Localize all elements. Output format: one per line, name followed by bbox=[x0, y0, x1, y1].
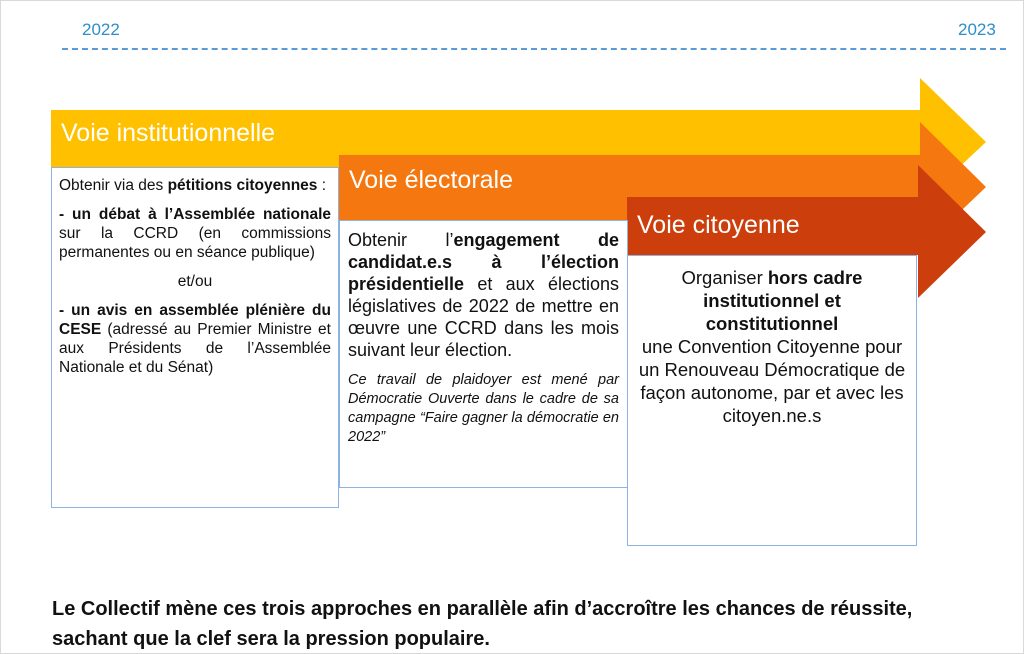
electorale-note: Ce travail de plaidoyer est mené par Démocratie Ouverte dans le cadre de sa campagne “Faire gagner la démocratie en 2022” bbox=[348, 372, 619, 445]
track-box-institutionnelle bbox=[51, 167, 339, 508]
track-title-citoyenne: Voie citoyenne bbox=[637, 211, 800, 239]
timeline-start-year: 2022 bbox=[82, 20, 120, 39]
track-title-institutionnelle: Voie institutionnelle bbox=[61, 119, 276, 147]
institutionnelle-intro: Obtenir via des pétitions citoyennes : bbox=[59, 177, 327, 194]
footer-text: Le Collectif mène ces trois approches en parallèle afin d’accroître les chances de réussite, sachant que la clef sera la pression populaire. bbox=[52, 598, 913, 650]
track-box-electorale bbox=[339, 220, 628, 488]
electorale-text: Obtenir l’engagement de candidat.e.s à l’élection présidentielle et aux élections législatives de 2022 de mettre en œuvre une CCRD dans les mois suivant leur élection. bbox=[348, 230, 619, 360]
track-box-citoyenne bbox=[627, 255, 917, 546]
timeline-end-year: 2023 bbox=[958, 20, 996, 39]
institutionnelle-item-avis: - un avis en assemblée plénière du CESE (adressé au Premier Ministre et aux Présidents de l’Assemblée Nationale et du Sénat) bbox=[59, 302, 331, 376]
track-title-electorale: Voie électorale bbox=[349, 166, 514, 194]
institutionnelle-item-debat: - un débat à l’Assemblée nationale sur la CCRD (en commissions permanentes ou en séance publique) bbox=[59, 206, 331, 261]
citoyenne-text: Organiser hors cadre institutionnel et constitutionnel une Convention Citoyenne pour un Renouveau Démocratique de façon autonome, par et avec les citoyen.ne.s bbox=[638, 267, 906, 426]
institutionnelle-connector: et/ou bbox=[177, 273, 213, 290]
